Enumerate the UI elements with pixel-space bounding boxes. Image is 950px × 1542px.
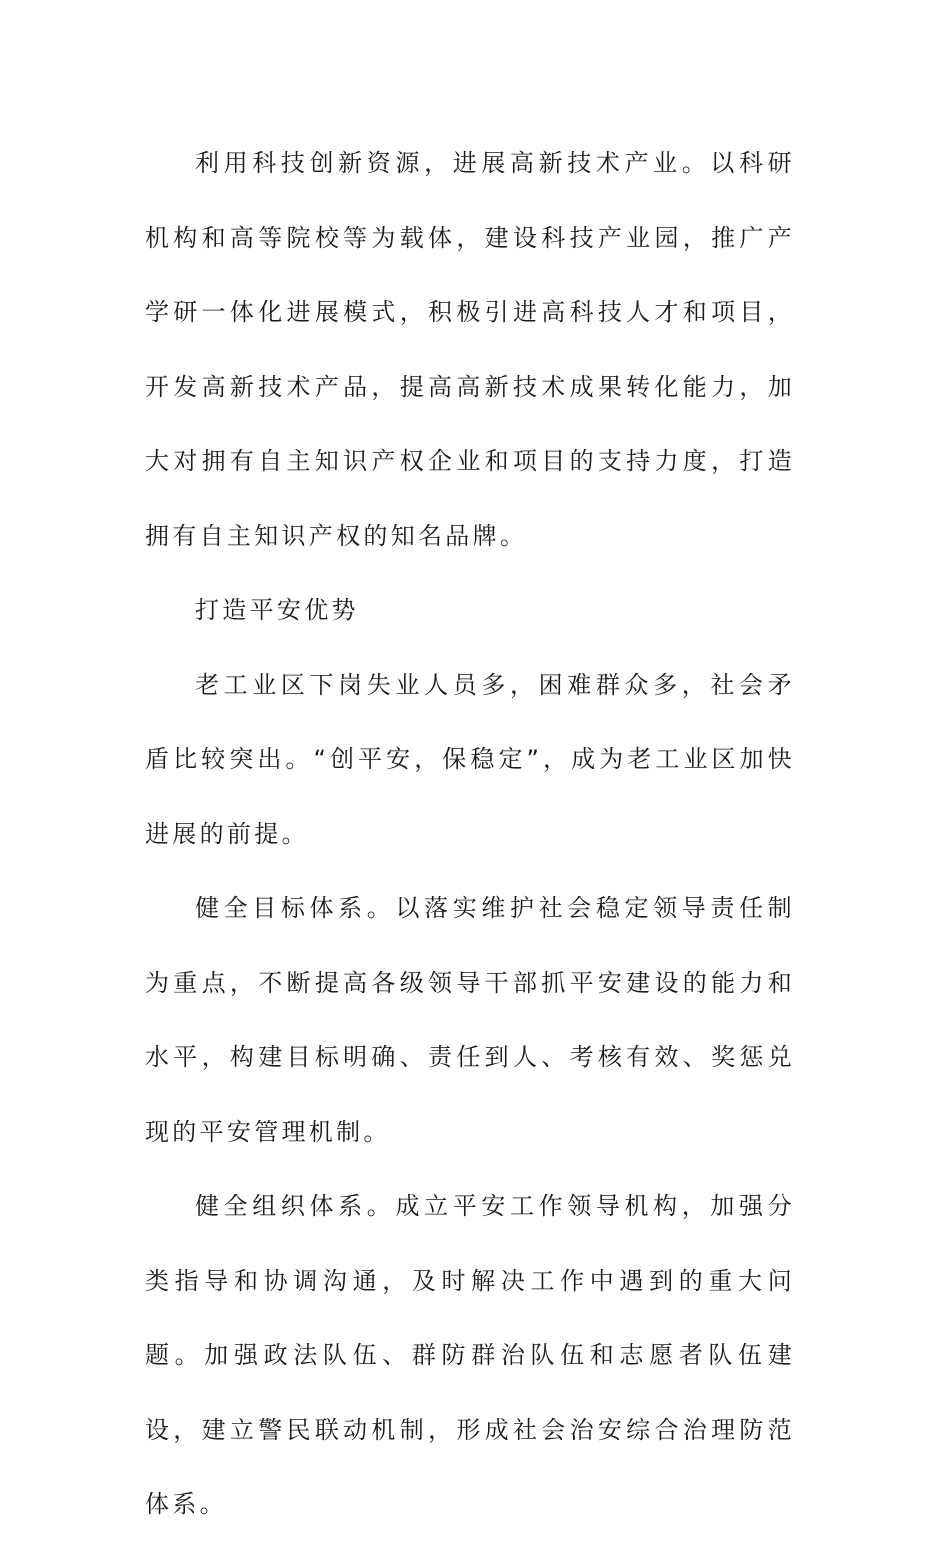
section-heading-safety: 打造平安优势	[195, 596, 359, 624]
document-body	[145, 126, 795, 1542]
paragraph-organization-system: 健全组织体系。成立平安工作领导机构，加强分类指导和协调沟通，及时解决工作中遇到的重大问题。加强政法队伍、群防群治队伍和志愿者队伍建设，建立警民联动机制，形成社会治安综合治理防范体系。	[145, 1192, 795, 1518]
paragraph-tech-innovation: 利用科技创新资源，进展高新技术产业。以科研机构和高等院校等为载体，建设科技产业园，推广产学研一体化进展模式，积极引进高科技人才和项目，开发高新技术产品，提高高新技术成果转化能力，加大对拥有自主知识产权企业和项目的支持力度，打造拥有自主知识产权的知名品牌。	[145, 149, 795, 550]
paragraph-target-system: 健全目标体系。以落实维护社会稳定领导责任制为重点，不断提高各级领导干部抓平安建设的能力和水平，构建目标明确、责任到人、考核有效、奖惩兑现的平安管理机制。	[145, 894, 795, 1146]
paragraph-old-industrial-area: 老工业区下岗失业人员多，困难群众多，社会矛盾比较突出。“创平安，保稳定”，成为老工业区加快进展的前提。	[145, 670, 795, 848]
